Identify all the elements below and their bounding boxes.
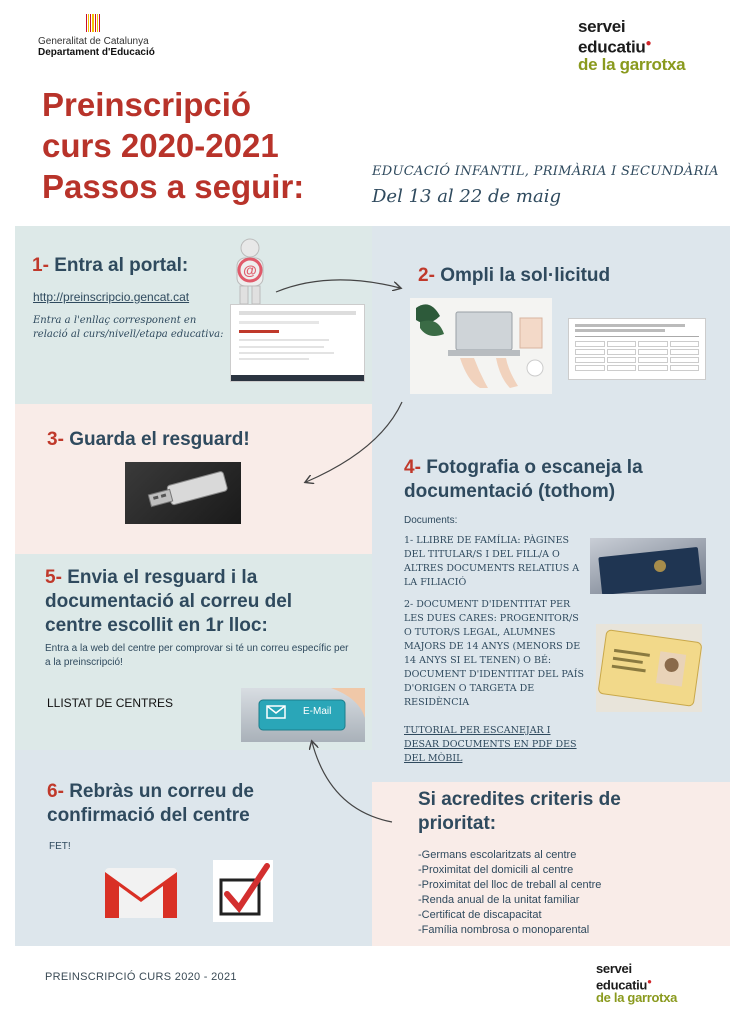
- portal-link[interactable]: http://preinscripcio.gencat.cat: [33, 290, 190, 304]
- priority-panel: [372, 782, 730, 946]
- laptop-photo: [410, 298, 552, 394]
- documents-label: Documents:: [404, 515, 458, 526]
- page-title: Preinscripció curs 2020-2021 Passos a seguir:: [42, 86, 305, 205]
- logo-dot-icon: ●: [645, 38, 652, 49]
- portal-screenshot: [230, 304, 365, 382]
- generalitat-name: Generalitat de Catalunya: [38, 36, 149, 47]
- generalitat-logo: [38, 14, 188, 58]
- gmail-icon: [101, 862, 181, 922]
- footer-text: PREINSCRIPCIÓ CURS 2020 - 2021: [45, 971, 237, 983]
- list-item: -Renda anual de la unitat familiar: [418, 894, 580, 906]
- doc1-text: 1- LLIBRE DE FAMÍLIA: PÀGINES DEL TITULAR/S I DEL FILL/A O ALTRES DOCUMENTS RELATIUS A LA FILIACIÓ: [404, 535, 580, 588]
- email-key-photo: [241, 688, 365, 742]
- step6-panel: [15, 750, 372, 946]
- footer-logo: servei educatiu● de la garrotxa: [596, 961, 678, 1006]
- svg-text:@: @: [243, 262, 257, 278]
- step1-instructions: Entra a l'enllaç corresponent en relació al curs/nivell/etapa educativa:: [33, 315, 224, 340]
- subtitle-dates: Del 13 al 22 de maig: [372, 186, 561, 207]
- form-thumbnail: [568, 318, 706, 380]
- priority-list: [418, 848, 601, 938]
- department-name: Departament d'Educació: [38, 47, 155, 58]
- step3-title: 3- Guarda el resguard!: [47, 429, 250, 450]
- family-book-icon: [590, 538, 706, 594]
- list-item: -Proximitat del domicili al centre: [418, 864, 574, 876]
- list-item: -Germans escolaritzats al centre: [418, 849, 577, 861]
- usb-photo: [125, 462, 241, 524]
- id-card-icon: [596, 624, 702, 712]
- priority-title: Si acredites criteris de prioritat:: [418, 789, 621, 834]
- step4-title: 4- Fotografia o escaneja la documentació (tothom): [404, 457, 643, 502]
- list-item: -Certificat de discapacitat: [418, 909, 542, 921]
- doc2-text: 2- DOCUMENT D'IDENTITAT PER LES DUES CARES: PROGENITOR/S O TUTOR/S LEGAL, ALUMNES MAJORS DE 14 ANYS (MENORS DE 14 ANYS SI EL TENEN) O BÉ: DOCUMENT D'IDENTITAT DEL PAÍS D'ORIGEN O TARGETA DE RESIDÈNCIA: [404, 599, 584, 708]
- step6-title: 6- Rebràs un correu de confirmació del centre: [47, 781, 254, 826]
- step1-panel: [15, 226, 372, 404]
- step4-panel: [372, 436, 730, 782]
- done-text: FET!: [49, 841, 71, 852]
- list-item: -Família nombrosa o monoparental: [418, 924, 590, 936]
- person-at-icon: [225, 236, 275, 306]
- laptop-icon: [410, 298, 552, 394]
- step2-panel: [372, 226, 730, 436]
- family-book-photo: [590, 538, 706, 594]
- tutorial-link[interactable]: TUTORIAL PER ESCANEJAR I DESAR DOCUMENTS EN PDF DES DEL MÒBIL: [404, 725, 577, 764]
- checkbox-icon: [213, 860, 273, 922]
- step5-panel: [15, 554, 372, 750]
- servei-educatiu-logo: servei educatiu● de la garrotxa: [578, 17, 686, 74]
- email-key-label: E-Mail: [303, 706, 332, 717]
- logo-dot-icon: ●: [647, 977, 652, 986]
- step5-instructions: Entra a la web del centre per comprovar si té un correu específic per a la preinscripció!: [45, 643, 349, 668]
- id-card-photo: [596, 624, 702, 712]
- subtitle-levels: EDUCACIÓ INFANTIL, PRIMÀRIA I SECUNDÀRIA: [372, 164, 719, 179]
- senyera-icon: [86, 14, 100, 32]
- usb-drive-icon: [125, 462, 241, 524]
- step1-title: 1- Entra al portal:: [32, 255, 189, 276]
- centres-list-link[interactable]: LLISTAT DE CENTRES: [47, 696, 174, 710]
- step5-title: 5- Envia el resguard i la documentació al correu del centre escollit en 1r lloc:: [45, 567, 293, 636]
- step3-panel: [15, 404, 372, 554]
- step2-title: 2- Ompli la sol·licitud: [418, 265, 611, 286]
- list-item: -Proximitat del lloc de treball al centre: [418, 879, 602, 891]
